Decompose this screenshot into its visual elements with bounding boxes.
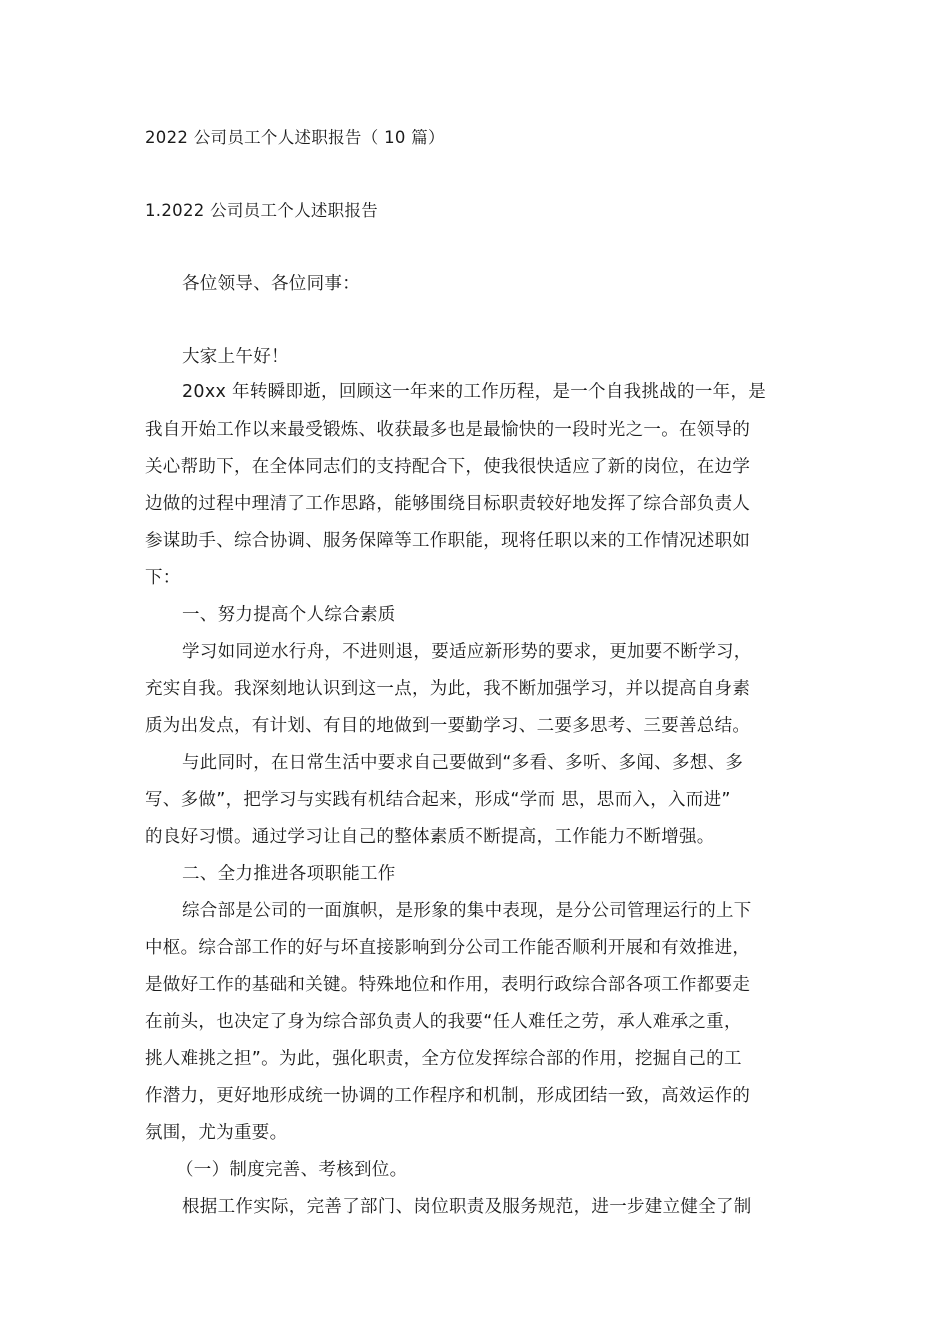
paragraph-line: 根据工作实际，完善了部门、岗位职责及服务规范，进一步建立健全了制: [182, 1197, 752, 1217]
paragraph-line: 与此同时，在日常生活中要求自己要做到“多看、多听、多闻、多想、多: [182, 753, 744, 773]
paragraph-line: 是做好工作的基础和关键。特殊地位和作用，表明行政综合部各项工作都要走: [145, 975, 751, 995]
paragraph-line: 氛围，尤为重要。: [145, 1123, 288, 1143]
paragraph-line: 的良好习惯。通过学习让自己的整体素质不断提高，工作能力不断增强。: [145, 827, 715, 847]
paragraph-line: 作潜力，更好地形成统一协调的工作程序和机制，形成团结一致，高效运作的: [145, 1086, 751, 1106]
paragraph-line: 关心帮助下，在全体同志们的支持配合下，使我很快适应了新的岗位，在边学: [145, 457, 751, 477]
subheading: 一、努力提高个人综合素质: [182, 605, 396, 625]
paragraph-line: 挑人难挑之担”。为此，强化职责，全方位发挥综合部的作用，挖掘自己的工: [145, 1049, 742, 1069]
paragraph-line: 参谋助手、综合协调、服务保障等工作职能，现将任职以来的工作情况述职如: [145, 531, 751, 551]
paragraph-line: 质为出发点，有计划、有目的地做到一要勤学习、二要多思考、三要善总结。: [145, 716, 751, 736]
paragraph-line: 学习如同逆水行舟，不进则退，要适应新形势的要求，更加要不断学习，: [182, 642, 752, 662]
paragraph-line: 在前头，也决定了身为综合部负责人的我要“任人难任之劳，承人难承之重，: [145, 1012, 742, 1032]
document-title: 2022 公司员工个人述职报告（ 10 篇）: [145, 128, 445, 147]
greeting: 大家上午好！: [182, 347, 289, 367]
paragraph-line: 下：: [145, 568, 181, 588]
paragraph-line: 中枢。综合部工作的好与坏直接影响到分公司工作能否顺利开展和有效推进，: [145, 938, 751, 958]
subheading: （一）制度完善、考核到位。: [176, 1160, 408, 1180]
paragraph-line: 我自开始工作以来最受锻炼、收获最多也是最愉快的一段时光之一。在领导的: [145, 420, 751, 440]
section-title: 1.2022 公司员工个人述职报告: [145, 201, 379, 220]
paragraph-line: 写、多做”，把学习与实践有机结合起来，形成“学而 思，思而入，入而进”: [145, 790, 731, 810]
paragraph-line: 边做的过程中理清了工作思路，能够围绕目标职责较好地发挥了综合部负责人: [145, 494, 751, 514]
salutation: 各位领导、各位同事：: [182, 274, 360, 294]
subheading: 二、全力推进各项职能工作: [182, 864, 396, 884]
paragraph-line: 20xx 年转瞬即逝，回顾这一年来的工作历程，是一个自我挑战的一年，是: [182, 382, 767, 402]
paragraph-line: 充实自我。我深刻地认识到这一点，为此，我不断加强学习，并以提高自身素: [145, 679, 751, 699]
paragraph-line: 综合部是公司的一面旗帜，是形象的集中表现，是分公司管理运行的上下: [182, 901, 752, 921]
